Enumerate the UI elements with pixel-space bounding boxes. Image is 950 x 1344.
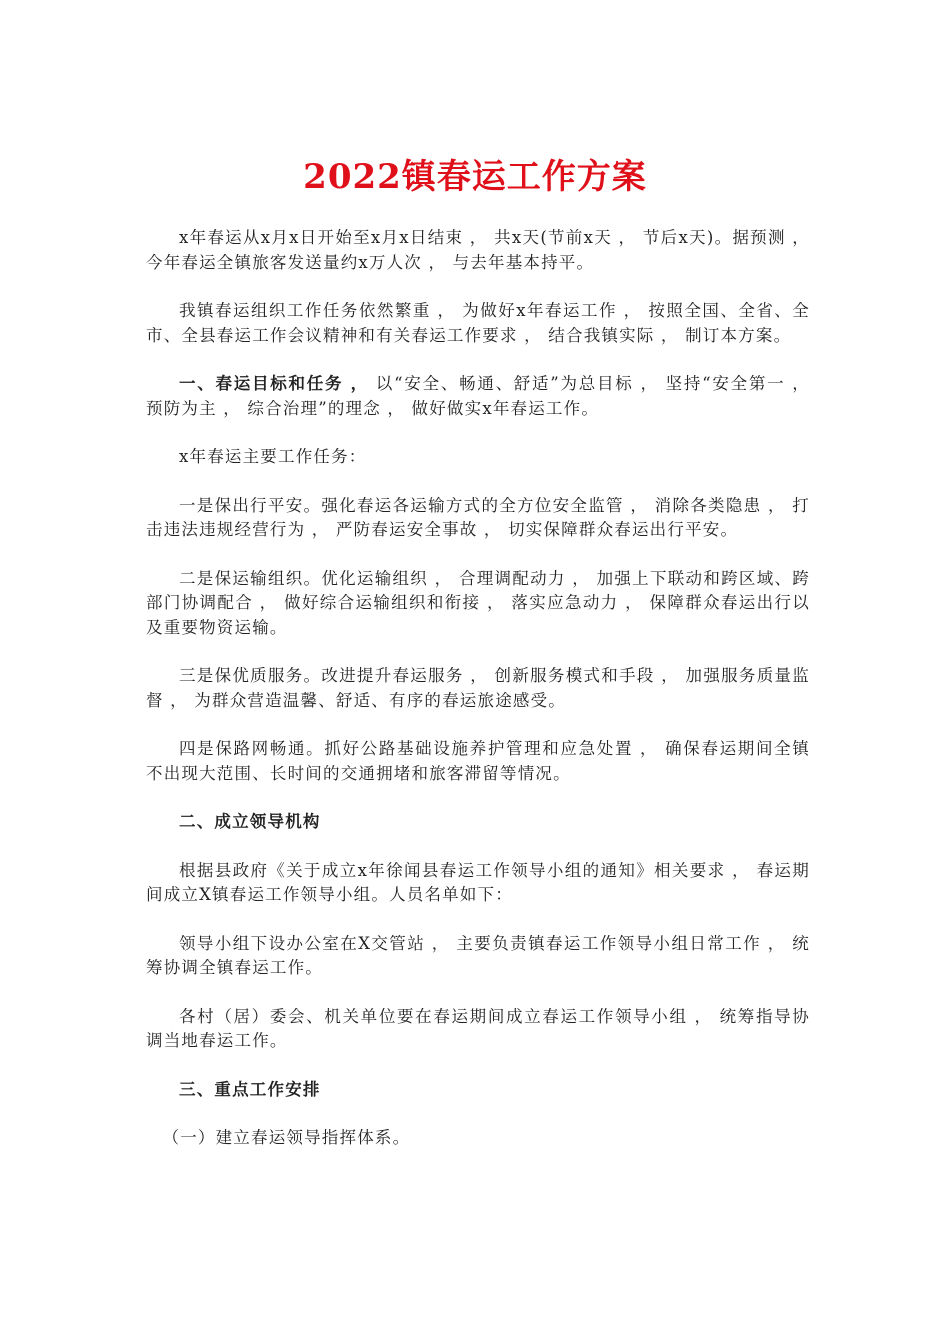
paragraph: 各村（居）委会、机关单位要在春运期间成立春运工作领导小组 ， 统筹指导协调当地春运工作。 — [146, 1006, 810, 1050]
paragraph: x年春运从x月x日开始至x月x日结束 ， 共x天(节前x天 ， 节后x天)。据预测 ， 今年春运全镇旅客发送量约x万人次 ， 与去年基本持平。 — [146, 228, 810, 272]
paragraph: 四是保路网畅通。抓好公路基础设施养护管理和应急处置 ， 确保春运期间全镇不出现大范围、长时间的交通拥堵和旅客滞留等情况。 — [146, 739, 810, 783]
document-title: 2022镇春运工作方案 — [303, 157, 647, 197]
paragraph: 二是保运输组织。优化运输组织 ， 合理调配动力 ， 加强上下联动和跨区域、跨部门协调配合 ， 做好综合运输组织和衔接 ， 落实应急动力 ， 保障群众春运出行以及重要物资运输。 — [146, 568, 810, 637]
paragraph: 一是保出行平安。强化春运各运输方式的全方位安全监管 ， 消除各类隐患 ， 打击违法违规经营行为 ， 严防春运安全事故 ， 切实保障群众春运出行平安。 — [146, 495, 810, 539]
section-heading-inline: 一、春运目标和任务 ， — [179, 374, 369, 393]
document-body — [146, 226, 810, 1175]
paragraph-text: 以“安全、畅通、舒适”为总目标 ， 坚持“安全第一 ， 预防为主 ， 综合治理”的理念 ， 做好做实x年春运工作。 — [146, 374, 810, 418]
paragraph: 根据县政府《关于成立x年徐闻县春运工作领导小组的通知》相关要求 ， 春运期间成立X镇春运工作领导小组。人员名单如下： — [146, 860, 810, 904]
paragraph: 三是保优质服务。改进提升春运服务 ， 创新服务模式和手段 ， 加强服务质量监督 ， 为群众营造温馨、舒适、有序的春运旅途感受。 — [146, 666, 810, 710]
paragraph — [146, 372, 810, 421]
paragraph: 我镇春运组织工作任务依然繁重 ， 为做好x年春运工作 ， 按照全国、全省、全市、全县春运工作会议精神和有关春运工作要求 ， 结合我镇实际 ， 制订本方案。 — [146, 301, 810, 345]
paragraph: 领导小组下设办公室在X交管站 ， 主要负责镇春运工作领导小组日常工作 ， 统筹协调全镇春运工作。 — [146, 933, 810, 977]
paragraph: x年春运主要工作任务： — [179, 447, 367, 466]
section-heading: 二、成立领导机构 — [179, 812, 321, 831]
section-heading: 三、重点工作安排 — [179, 1079, 321, 1099]
subsection-heading: （一）建立春运领导指挥体系。 — [162, 1128, 411, 1147]
